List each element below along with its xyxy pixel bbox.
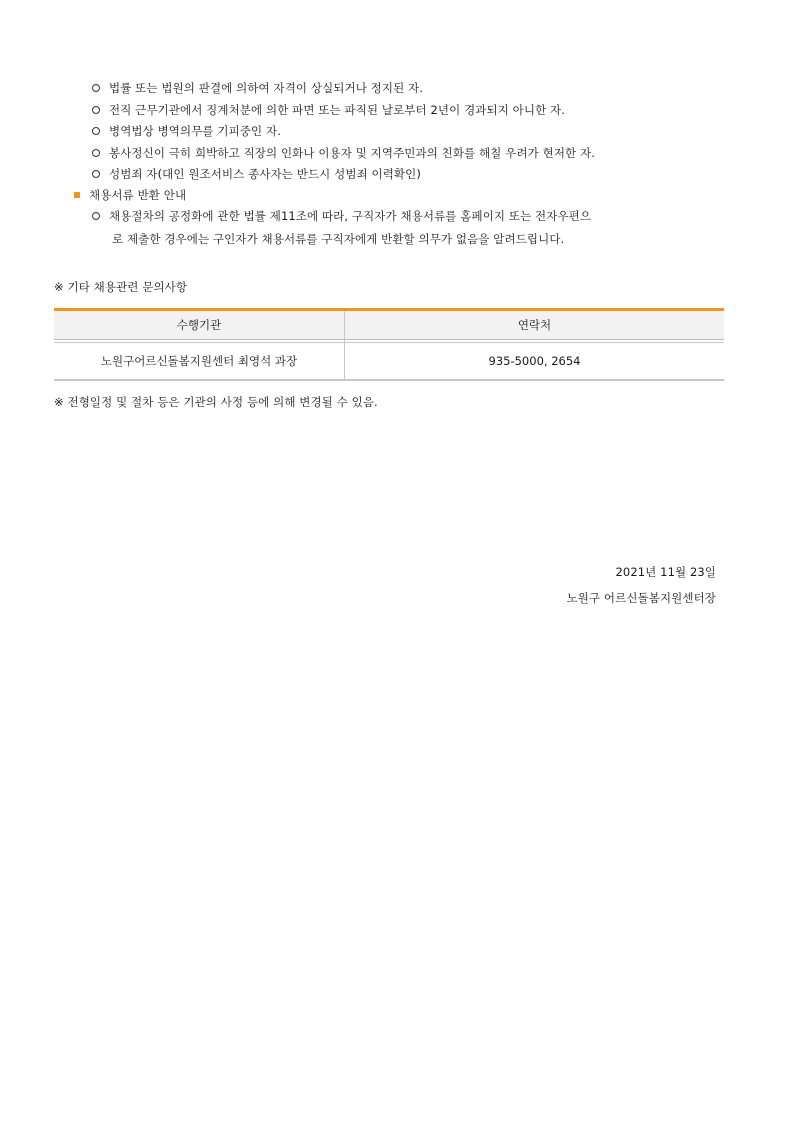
list-item: 전직 근무기관에서 징계처분에 의한 파면 또는 파직된 날로부터 2년이 경과되지 아니한 자. (92, 102, 565, 118)
contact-table (54, 308, 724, 381)
circle-bullet-icon (92, 127, 100, 135)
table-header-row (54, 310, 724, 340)
column-header-agency: 수행기관 (54, 310, 345, 340)
circle-bullet-icon (92, 84, 100, 92)
list-item: 성범죄 자(대인 원조서비스 종사자는 반드시 성범죄 이력확인) (92, 166, 421, 182)
circle-bullet-icon (92, 149, 100, 157)
column-header-contact: 연락처 (345, 310, 725, 340)
inquiry-title: ※ 기타 채용관련 문의사항 (54, 280, 188, 294)
circle-bullet-icon (92, 170, 100, 178)
list-item: 법률 또는 법원의 판결에 의하여 자격이 상실되거나 정지된 자. (92, 80, 423, 96)
circle-bullet-icon (92, 106, 100, 114)
agency-cell: 노원구어르신돌봄지원센터 최영석 과장 (54, 343, 345, 381)
paragraph-line: 로 제출한 경우에는 구인자가 채용서류를 구직자에게 반환할 의무가 없음을 알려드립니다. (112, 232, 565, 246)
issue-date: 2021년 11월 23일 (615, 565, 716, 579)
circle-bullet-icon (92, 212, 100, 220)
section-heading: 채용서류 반환 안내 (74, 187, 186, 203)
list-item: 봉사정신이 극히 희박하고 직장의 인화나 이용자 및 지역주민과의 친화를 해칠 우려가 현저한 자. (92, 145, 595, 161)
issuer-name: 노원구 어르신돌봄지원센터장 (566, 591, 716, 605)
table-row (54, 343, 724, 381)
contact-cell: 935-5000, 2654 (345, 343, 725, 381)
paragraph-line: 채용절차의 공정화에 관한 법률 제11조에 따라, 구직자가 채용서류를 홈페이지 또는 전자우편으 (92, 208, 716, 224)
square-bullet-icon (74, 192, 80, 198)
list-item: 병역법상 병역의무를 기피중인 자. (92, 123, 281, 139)
schedule-notice: ※ 전형일정 및 절차 등은 기관의 사정 등에 의해 변경될 수 있음. (54, 395, 378, 409)
